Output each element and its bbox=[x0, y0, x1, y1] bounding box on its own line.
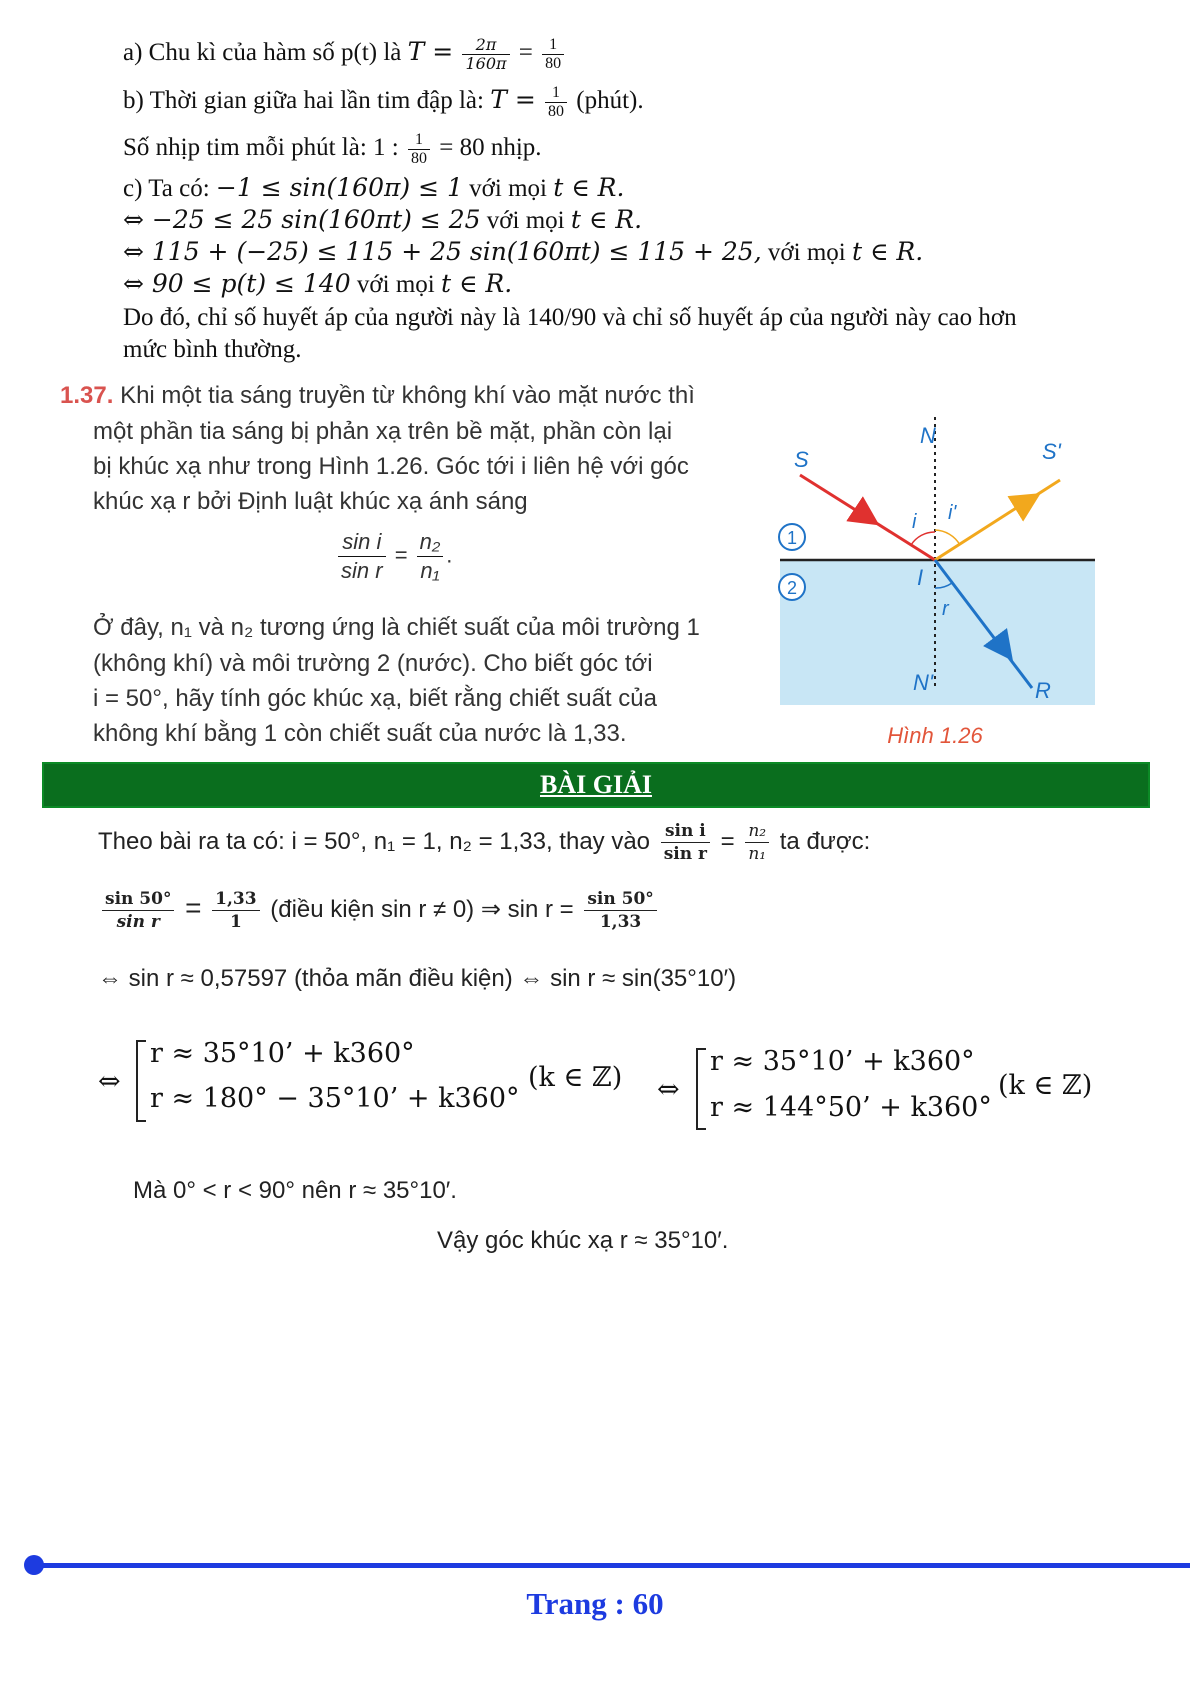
problem-line-8: không khí bằng 1 còn chiết suất của nước là 1,33. bbox=[93, 720, 627, 747]
label-I: I bbox=[917, 565, 924, 590]
solution-line-2: $\frac{\sin 50^\circ}{\text{sin r}}$ = $\frac{1,33}{1}$ (điều kiện sin r ≠ 0) ⇒ sin r = $\frac{\sin 50^\circ}{1,33}$ bbox=[98, 888, 661, 933]
figure-caption: Hình 1.26 bbox=[887, 723, 983, 748]
fraction: $\frac{\text{n₂}}{\text{n₁}}$ bbox=[417, 528, 444, 585]
line-c2: ⇔ −25 ≤ 25 sin(160πt) ≤ 25 với mọi t ∈ R. bbox=[123, 205, 643, 234]
problem-line-7: i = 50°, hãy tính góc khúc xạ, biết rằng chiết suất của bbox=[93, 685, 657, 712]
label-r: r bbox=[942, 598, 949, 620]
solution-line-1: Theo bài ra ta có: i = 50°, n₁ = 1, n₂ = 1,33, thay vào $\frac{\text{sin i}}{\text{sin r}}$ = $\frac{\text{n₂}}{\text{n₁}}$ ta được: bbox=[98, 821, 871, 864]
solution-line-3: ⇔ sin r ≈ 0,57597 (thỏa mãn điều kiện) ⇔ sin r ≈ sin(35°10′) bbox=[98, 965, 737, 992]
label-S: S bbox=[794, 447, 809, 472]
fraction: $\frac{\sin 50^\circ}{\text{sin r}}$ bbox=[102, 888, 174, 933]
label-N-prime: N' bbox=[913, 670, 934, 695]
equiv-symbol: ⇔ bbox=[98, 1066, 121, 1097]
reflected-arrow bbox=[1015, 501, 1028, 509]
label-i: i bbox=[912, 511, 917, 533]
line-beats: Số nhịp tim mỗi phút là: 1 : $\frac{1}{80}$ = 80 nhịp. bbox=[123, 131, 542, 167]
problem-line-1: 1.37. Khi một tia sáng truyền từ không khí vào mặt nước thì bbox=[60, 382, 695, 409]
problem-line-4: khúc xạ r bởi Định luật khúc xạ ánh sáng bbox=[93, 488, 528, 515]
equiv-symbol: ⇔ bbox=[657, 1074, 680, 1105]
page-number: Trang : 60 bbox=[526, 1586, 664, 1621]
footer-dot bbox=[24, 1555, 44, 1575]
problem-number: 1.37. bbox=[60, 382, 114, 409]
system-1-row-1: r ≈ 35°10’ + k360° bbox=[150, 1038, 415, 1069]
system-bracket bbox=[696, 1048, 706, 1130]
problem-line-5: Ở đây, n₁ và n₂ tương ứng là chiết suất của môi trường 1 bbox=[93, 614, 700, 641]
fraction: $\frac{\text{sin i}}{\text{sin r}}$ bbox=[661, 820, 710, 865]
problem-line-6: (không khí) và môi trường 2 (nước). Cho biết góc tới bbox=[93, 650, 653, 677]
line-a: a) Chu kì của hàm số p(t) là T = $\frac{2\pi}{160\pi}$ = $\frac{1}{80}$ bbox=[123, 36, 567, 73]
label-i-prime: i' bbox=[948, 502, 957, 524]
system-2-row-2: r ≈ 144°50’ + k360° bbox=[710, 1092, 992, 1123]
conclusion-line-1: Do đó, chỉ số huyết áp của người này là 140/90 và chỉ số huyết áp của người này cao hơn bbox=[123, 304, 1017, 331]
system-2-row-1: r ≈ 35°10’ + k360° bbox=[710, 1046, 975, 1077]
solution-banner bbox=[42, 762, 1150, 808]
refraction-figure bbox=[770, 405, 1100, 755]
fraction: $\frac{\text{sin i}}{\text{sin r}}$ bbox=[338, 528, 386, 585]
solution-line-5: Vậy góc khúc xạ r ≈ 35°10′. bbox=[437, 1227, 729, 1254]
fraction: $\frac{2\pi}{160\pi}$ bbox=[462, 36, 509, 73]
system-2-domain: (k ∈ ℤ) bbox=[998, 1070, 1093, 1101]
line-c1: c) Ta có: −1 ≤ sin(160π) ≤ 1 với mọi t ∈ R. bbox=[123, 173, 625, 202]
fraction: $\frac{\sin 50^\circ}{1,33}$ bbox=[584, 888, 656, 933]
fraction: $\frac{\text{n₂}}{\text{n₁}}$ bbox=[745, 820, 769, 865]
footer-divider bbox=[30, 1563, 1190, 1568]
line-c3: ⇔ 115 + (−25) ≤ 115 + 25 sin(160πt) ≤ 115 + 25, với mọi t ∈ R. bbox=[123, 237, 924, 266]
line-b: b) Thời gian giữa hai lần tim đập là: T = $\frac{1}{80}$ (phút). bbox=[123, 84, 644, 120]
banner-title: BÀI GIẢI bbox=[540, 770, 652, 799]
incident-arrow bbox=[855, 509, 867, 517]
medium-1-label: 1 bbox=[786, 528, 798, 548]
fraction: $\frac{1}{80}$ bbox=[545, 84, 567, 121]
conclusion-line-2: mức bình thường. bbox=[123, 336, 302, 363]
system-1-row-2: r ≈ 180° − 35°10’ + k360° bbox=[150, 1083, 520, 1114]
line-c4: ⇔ 90 ≤ p(t) ≤ 140 với mọi t ∈ R. bbox=[123, 269, 513, 298]
solution-line-4: Mà 0° < r < 90° nên r ≈ 35°10′. bbox=[133, 1177, 457, 1204]
label-R: R bbox=[1035, 678, 1051, 703]
system-bracket bbox=[136, 1040, 146, 1122]
system-1-domain: (k ∈ ℤ) bbox=[528, 1062, 623, 1093]
problem-line-2: một phần tia sáng bị phản xạ trên bề mặt, phần còn lại bbox=[93, 418, 673, 445]
fraction: $\frac{1,33}{1}$ bbox=[212, 888, 259, 933]
snell-law-formula: $\frac{\text{sin i}}{\text{sin r}}$ = $\frac{\text{n₂}}{\text{n₁}}$ . bbox=[335, 528, 452, 585]
fraction: $\frac{1}{80}$ bbox=[408, 131, 430, 168]
fraction: $\frac{1}{80}$ bbox=[542, 36, 564, 73]
label-N: N bbox=[920, 423, 936, 448]
angle-i-arc bbox=[911, 532, 935, 545]
label-S-prime: S' bbox=[1042, 439, 1061, 464]
angle-i-prime-arc bbox=[935, 530, 960, 545]
problem-line-3: bị khúc xạ như trong Hình 1.26. Góc tới i liên hệ với góc bbox=[93, 453, 689, 480]
medium-2-label: 2 bbox=[786, 578, 798, 598]
